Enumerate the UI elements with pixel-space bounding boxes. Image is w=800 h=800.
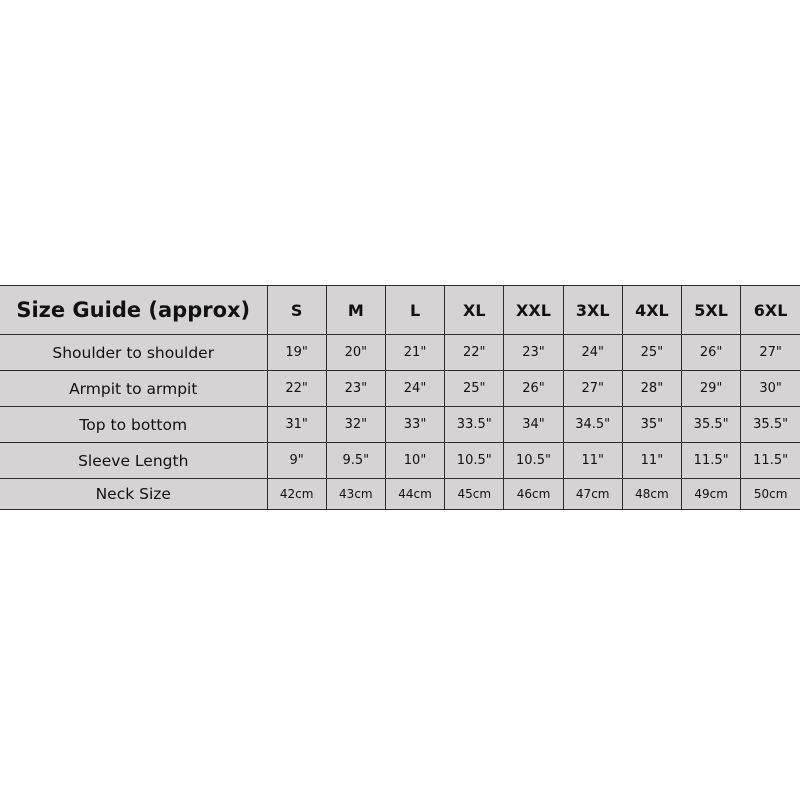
table-row-sleeve	[0, 443, 800, 479]
size-header-cell: 3XL	[563, 286, 622, 335]
table-row-top-to-bottom	[0, 407, 800, 443]
table-cell: 23"	[504, 335, 563, 371]
size-header-cell: 6XL	[741, 286, 800, 335]
table-cell: 34.5"	[563, 407, 622, 443]
table-cell: 42cm	[267, 479, 326, 510]
table-row-shoulder	[0, 335, 800, 371]
table-cell: 27"	[563, 371, 622, 407]
table-cell: 23"	[326, 371, 385, 407]
table-cell: 24"	[563, 335, 622, 371]
table-cell: 11"	[563, 443, 622, 479]
table-cell: 35"	[622, 407, 681, 443]
table-cell: 11.5"	[741, 443, 800, 479]
size-header-cell: S	[267, 286, 326, 335]
size-header-cell: 5XL	[682, 286, 741, 335]
table-cell: 24"	[385, 371, 444, 407]
table-cell: 26"	[504, 371, 563, 407]
size-header-cell: XL	[445, 286, 504, 335]
table-cell: 47cm	[563, 479, 622, 510]
row-label: Neck Size	[0, 479, 267, 510]
table-cell: 34"	[504, 407, 563, 443]
table-cell: 32"	[326, 407, 385, 443]
table-row-neck	[0, 479, 800, 510]
table-row-armpit	[0, 371, 800, 407]
table-cell: 50cm	[741, 479, 800, 510]
table-cell: 10"	[385, 443, 444, 479]
table-cell: 43cm	[326, 479, 385, 510]
table-cell: 44cm	[385, 479, 444, 510]
size-guide-table	[0, 285, 800, 510]
row-label: Sleeve Length	[0, 443, 267, 479]
table-cell: 22"	[445, 335, 504, 371]
size-header-cell: XXL	[504, 286, 563, 335]
table-cell: 28"	[622, 371, 681, 407]
row-label: Top to bottom	[0, 407, 267, 443]
table-cell: 48cm	[622, 479, 681, 510]
table-cell: 27"	[741, 335, 800, 371]
size-guide-title: Size Guide (approx)	[0, 286, 267, 335]
table-cell: 22"	[267, 371, 326, 407]
table-cell: 21"	[385, 335, 444, 371]
table-cell: 33"	[385, 407, 444, 443]
table-cell: 35.5"	[741, 407, 800, 443]
table-cell: 49cm	[682, 479, 741, 510]
size-header-cell: 4XL	[622, 286, 681, 335]
table-cell: 11"	[622, 443, 681, 479]
table-cell: 11.5"	[682, 443, 741, 479]
table-cell: 30"	[741, 371, 800, 407]
size-header-cell: L	[385, 286, 444, 335]
table-cell: 9"	[267, 443, 326, 479]
table-cell: 46cm	[504, 479, 563, 510]
table-cell: 25"	[445, 371, 504, 407]
table-cell: 26"	[682, 335, 741, 371]
row-label: Shoulder to shoulder	[0, 335, 267, 371]
table-cell: 29"	[682, 371, 741, 407]
table-cell: 25"	[622, 335, 681, 371]
table-cell: 35.5"	[682, 407, 741, 443]
size-header-cell: M	[326, 286, 385, 335]
table-cell: 45cm	[445, 479, 504, 510]
size-header-row	[0, 286, 800, 335]
table-cell: 33.5"	[445, 407, 504, 443]
table-cell: 31"	[267, 407, 326, 443]
row-label: Armpit to armpit	[0, 371, 267, 407]
table-cell: 9.5"	[326, 443, 385, 479]
table-cell: 20"	[326, 335, 385, 371]
table-cell: 10.5"	[445, 443, 504, 479]
table-cell: 19"	[267, 335, 326, 371]
table-cell: 10.5"	[504, 443, 563, 479]
